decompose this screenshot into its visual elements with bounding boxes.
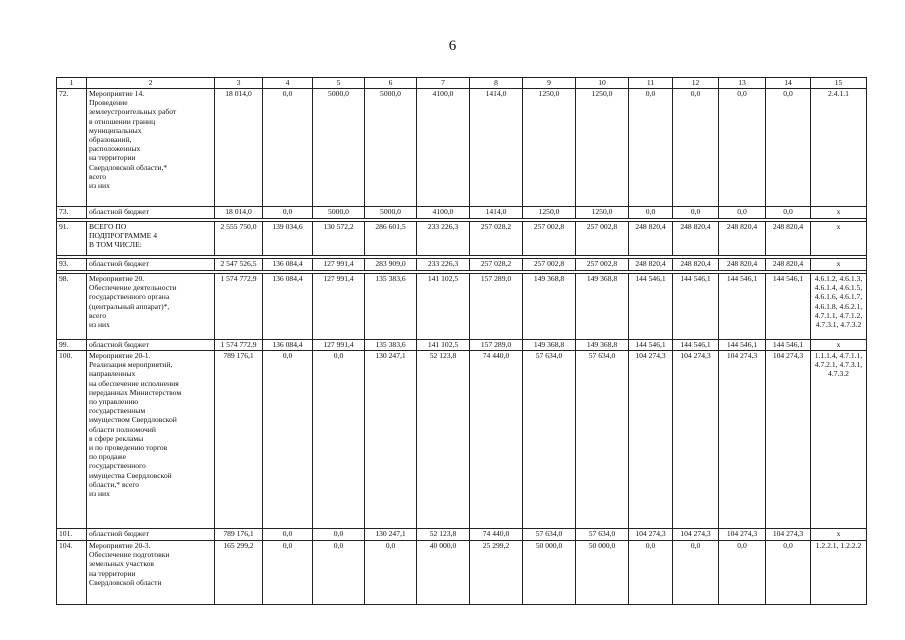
value-cell: 157 289,0	[470, 340, 523, 351]
value-cell: 136 084,4	[263, 274, 313, 340]
value-cell: 104 274,3	[629, 351, 673, 529]
target-ref-cell: 1.2.2.1, 1.2.2.2	[811, 541, 867, 605]
value-cell: 127 991,4	[313, 259, 365, 271]
value-cell: 144 546,1	[629, 340, 673, 351]
header-cell: 6	[365, 78, 417, 89]
value-cell: 141 102,5	[417, 274, 470, 340]
value-cell: 1 574 772,9	[215, 340, 263, 351]
value-cell: 74 440,0	[470, 351, 523, 529]
value-cell: 127 991,4	[313, 274, 365, 340]
value-cell: 0,0	[719, 207, 766, 219]
value-cell: 1 574 772,9	[215, 274, 263, 340]
value-cell: 104 274,3	[719, 529, 766, 541]
value-cell: 149 368,8	[576, 340, 629, 351]
value-cell: 257 002,8	[523, 259, 576, 271]
header-cell: 4	[263, 78, 313, 89]
value-cell: 74 440,0	[470, 529, 523, 541]
value-cell: 104 274,3	[673, 529, 719, 541]
page-number: 6	[448, 38, 457, 54]
header-cell: 9	[523, 78, 576, 89]
row-name: областной бюджет	[87, 259, 215, 271]
value-cell: 165 299,2	[215, 541, 263, 605]
header-cell: 14	[766, 78, 811, 89]
row-name: Мероприятие 20-1. Реализация мероприятий, направленных на обеспечение исполнения переданных Министерством по управлению государственным имуществом Свердловской области полномочий в сфере рекламы и по проведению торгов по продаже государственного имущества Свердловской области,* всего из них	[87, 351, 215, 529]
value-cell: 0,0	[719, 541, 766, 605]
value-cell: 5000,0	[313, 89, 365, 207]
row-number: 72.	[57, 89, 87, 207]
value-cell: 248 820,4	[766, 259, 811, 271]
value-cell: 257 002,8	[576, 222, 629, 256]
target-ref-cell: x	[811, 222, 867, 256]
value-cell: 144 546,1	[719, 274, 766, 340]
row-name: Мероприятие 20. Обеспечение деятельности государственного органа (центральный аппарат)*, всего из них	[87, 274, 215, 340]
value-cell: 0,0	[263, 89, 313, 207]
value-cell: 18 014,0	[215, 89, 263, 207]
value-cell: 149 368,8	[523, 340, 576, 351]
value-cell: 248 820,4	[629, 222, 673, 256]
value-cell: 248 820,4	[766, 222, 811, 256]
target-ref-cell: 2.4.1.1	[811, 89, 867, 207]
value-cell: 157 289,0	[470, 274, 523, 340]
value-cell: 1250,0	[523, 89, 576, 207]
table-row	[57, 541, 867, 605]
value-cell: 248 820,4	[719, 259, 766, 271]
value-cell: 789 176,1	[215, 529, 263, 541]
value-cell: 233 226,3	[417, 259, 470, 271]
table-row	[57, 351, 867, 529]
target-ref-cell: 4.6.1.2, 4.6.1.3, 4.6.1.4, 4.6.1.5, 4.6.1.6, 4.6.1.7, 4.6.1.8, 4.6.2.1, 4.7.1.1, 4.7.1.2, 4.7.3.1, 4.7.3.2	[811, 274, 867, 340]
value-cell: 144 546,1	[673, 274, 719, 340]
row-name: областной бюджет	[87, 207, 215, 219]
row-number: 104.	[57, 541, 87, 605]
value-cell: 257 028,2	[470, 222, 523, 256]
value-cell: 136 084,4	[263, 340, 313, 351]
value-cell: 286 601,5	[365, 222, 417, 256]
value-cell: 136 084,4	[263, 259, 313, 271]
header-cell: 1	[57, 78, 87, 89]
value-cell: 130 247,1	[365, 529, 417, 541]
header-cell: 7	[417, 78, 470, 89]
value-cell: 0,0	[766, 89, 811, 207]
value-cell: 1250,0	[576, 89, 629, 207]
value-cell: 248 820,4	[719, 222, 766, 256]
header-cell: 5	[313, 78, 365, 89]
value-cell: 0,0	[365, 541, 417, 605]
value-cell: 144 546,1	[673, 340, 719, 351]
value-cell: 18 014,0	[215, 207, 263, 219]
row-number: 91.	[57, 222, 87, 256]
value-cell: 144 546,1	[719, 340, 766, 351]
value-cell: 0,0	[766, 207, 811, 219]
value-cell: 50 000,0	[523, 541, 576, 605]
value-cell: 0,0	[263, 541, 313, 605]
row-number: 93.	[57, 259, 87, 271]
row-name: областной бюджет	[87, 340, 215, 351]
value-cell: 57 634,0	[576, 529, 629, 541]
value-cell: 4100,0	[417, 207, 470, 219]
value-cell: 0,0	[313, 351, 365, 529]
value-cell: 257 002,8	[576, 259, 629, 271]
value-cell: 0,0	[673, 541, 719, 605]
value-cell: 144 546,1	[629, 274, 673, 340]
value-cell: 135 383,6	[365, 340, 417, 351]
header-cell: 11	[629, 78, 673, 89]
value-cell: 104 274,3	[629, 529, 673, 541]
value-cell: 144 546,1	[766, 274, 811, 340]
value-cell: 139 034,6	[263, 222, 313, 256]
value-cell: 25 299,2	[470, 541, 523, 605]
header-cell: 2	[87, 78, 215, 89]
value-cell: 57 634,0	[523, 529, 576, 541]
value-cell: 0,0	[263, 351, 313, 529]
value-cell: 50 000,0	[576, 541, 629, 605]
value-cell: 144 546,1	[766, 340, 811, 351]
table-row	[57, 207, 867, 219]
header-cell: 3	[215, 78, 263, 89]
value-cell: 0,0	[673, 89, 719, 207]
value-cell: 0,0	[719, 89, 766, 207]
table-row	[57, 89, 867, 207]
value-cell: 248 820,4	[673, 222, 719, 256]
table-row	[57, 274, 867, 340]
row-name: Мероприятие 14. Проведение землеустроительных работ в отношении границ муниципальных образований, расположенных на территории Свердловской области,* всего из них	[87, 89, 215, 207]
value-cell: 1414,0	[470, 207, 523, 219]
target-ref-cell: x	[811, 529, 867, 541]
value-cell: 0,0	[263, 207, 313, 219]
value-cell: 257 028,2	[470, 259, 523, 271]
value-cell: 1250,0	[576, 207, 629, 219]
row-number: 101.	[57, 529, 87, 541]
value-cell: 0,0	[629, 89, 673, 207]
header-cell: 10	[576, 78, 629, 89]
table-row	[57, 529, 867, 541]
target-ref-cell: x	[811, 340, 867, 351]
value-cell: 130 572,2	[313, 222, 365, 256]
value-cell: 283 909,0	[365, 259, 417, 271]
value-cell: 0,0	[263, 529, 313, 541]
row-number: 99.	[57, 340, 87, 351]
value-cell: 257 002,8	[523, 222, 576, 256]
target-ref-cell: x	[811, 207, 867, 219]
table-row	[57, 222, 867, 256]
table-row	[57, 340, 867, 351]
value-cell: 57 634,0	[576, 351, 629, 529]
row-number: 73.	[57, 207, 87, 219]
program-table	[56, 77, 867, 605]
value-cell: 104 274,3	[766, 529, 811, 541]
row-number: 100.	[57, 351, 87, 529]
value-cell: 135 383,6	[365, 274, 417, 340]
value-cell: 0,0	[629, 541, 673, 605]
value-cell: 0,0	[313, 541, 365, 605]
value-cell: 130 247,1	[365, 351, 417, 529]
header-cell: 12	[673, 78, 719, 89]
row-number: 98.	[57, 274, 87, 340]
value-cell: 127 991,4	[313, 340, 365, 351]
value-cell: 5000,0	[313, 207, 365, 219]
target-ref-cell: x	[811, 259, 867, 271]
value-cell: 5000,0	[365, 89, 417, 207]
value-cell: 104 274,3	[766, 351, 811, 529]
value-cell: 789 176,1	[215, 351, 263, 529]
value-cell: 4100,0	[417, 89, 470, 207]
header-cell: 13	[719, 78, 766, 89]
value-cell: 149 368,8	[523, 274, 576, 340]
target-ref-cell: 1.1.1.4, 4.7.1.1, 4.7.2.1, 4.7.3.1, 4.7.3.2	[811, 351, 867, 529]
value-cell: 1250,0	[523, 207, 576, 219]
value-cell: 233 226,3	[417, 222, 470, 256]
value-cell: 52 123,8	[417, 351, 470, 529]
header-row	[57, 78, 867, 89]
row-name: областной бюджет	[87, 529, 215, 541]
header-cell: 8	[470, 78, 523, 89]
value-cell: 248 820,4	[629, 259, 673, 271]
value-cell: 2 547 526,5	[215, 259, 263, 271]
value-cell: 40 000,0	[417, 541, 470, 605]
value-cell: 141 102,5	[417, 340, 470, 351]
table-row	[57, 259, 867, 271]
value-cell: 1414,0	[470, 89, 523, 207]
value-cell: 0,0	[766, 541, 811, 605]
header-cell: 15	[811, 78, 867, 89]
value-cell: 149 368,8	[576, 274, 629, 340]
value-cell: 57 634,0	[523, 351, 576, 529]
value-cell: 2 555 750,0	[215, 222, 263, 256]
value-cell: 248 820,4	[673, 259, 719, 271]
value-cell: 0,0	[673, 207, 719, 219]
row-name: Мероприятие 20-3. Обеспечение подготовки земельных участков на территории Свердловской области	[87, 541, 215, 605]
value-cell: 104 274,3	[673, 351, 719, 529]
value-cell: 0,0	[313, 529, 365, 541]
value-cell: 104 274,3	[719, 351, 766, 529]
row-name: ВСЕГО ПО ПОДПРОГРАММЕ 4 В ТОМ ЧИСЛЕ:	[87, 222, 215, 256]
value-cell: 5000,0	[365, 207, 417, 219]
value-cell: 0,0	[629, 207, 673, 219]
value-cell: 52 123,8	[417, 529, 470, 541]
